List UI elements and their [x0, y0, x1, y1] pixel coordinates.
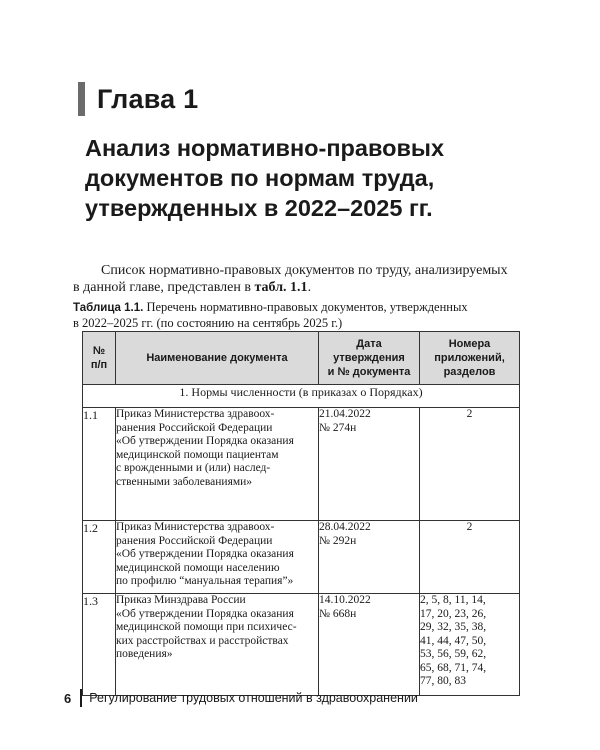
intro-line [73, 279, 533, 296]
intro-text: в данной главе, представлен в [73, 280, 255, 295]
header-name: Наименование документа [116, 332, 319, 385]
page-number: 6 [64, 690, 72, 706]
header-apps: Номера приложений, разделов [420, 332, 520, 385]
table-row [83, 521, 520, 594]
document-name: Приказ Минздрава России «Об утверждении Порядка оказания медицинской помощи при психичес- ких расстройствах и расстройствах поведения» [116, 594, 319, 696]
title-line: утвержденных в 2022–2025 гг. [85, 195, 433, 221]
chapter-label: Глава 1 [97, 83, 199, 114]
document-date: 14.10.2022 № 668н [319, 594, 420, 696]
table-header-row [83, 332, 520, 385]
header-date: Дата утверждения и № документа [319, 332, 420, 385]
caption-line: в 2022–2025 гг. (по состоянию на сентябрь 2025 г.) [73, 316, 343, 330]
document-appendices: 2 [420, 521, 520, 594]
row-number: 1.1 [83, 408, 116, 521]
table-caption [73, 300, 533, 331]
table-reference-link: табл. 1.1 [254, 280, 308, 295]
intro-paragraph [73, 262, 533, 296]
row-number: 1.3 [83, 594, 116, 696]
page-footer [64, 689, 418, 707]
documents-table [82, 331, 520, 696]
intro-text: . [307, 280, 312, 295]
document-appendices: 2 [420, 408, 520, 521]
footer-divider [80, 689, 82, 707]
document-date: 28.04.2022 № 292н [319, 521, 420, 594]
chapter-marker-bar [78, 82, 85, 116]
section-title: 1. Нормы численности (в приказах о Порядках) [83, 385, 520, 408]
document-name: Приказ Министерства здравоох- ранения Российской Федерации «Об утверждении Порядка оказания медицинской помощи населению по профилю “мануальная терапия”» [116, 521, 319, 594]
row-number: 1.2 [83, 521, 116, 594]
page-title [85, 133, 545, 223]
running-title: Регулирование трудовых отношений в здравоохранении [89, 691, 418, 705]
caption-text: Перечень нормативно-правовых документов, утвержденных [146, 300, 468, 314]
header-num: № п/п [83, 332, 116, 385]
document-date: 21.04.2022 № 274н [319, 408, 420, 521]
caption-line [73, 300, 533, 316]
table-row [83, 408, 520, 521]
document-appendices: 2, 5, 8, 11, 14, 17, 20, 23, 26, 29, 32, 35, 38, 41, 44, 47, 50, 53, 56, 59, 62, 65, 68, 71, 74, 77, 80, 83 [420, 594, 520, 696]
section-row [83, 385, 520, 408]
caption-label: Таблица 1.1. [73, 302, 144, 314]
intro-line: Список нормативно-правовых документов по труду, анализируемых [101, 263, 508, 278]
chapter-heading [78, 82, 198, 116]
title-line: документов по нормам труда, [85, 165, 435, 191]
table-row [83, 594, 520, 696]
title-line: Анализ нормативно-правовых [85, 135, 445, 161]
document-name: Приказ Министерства здравоох- ранения Российской Федерации «Об утверждении Порядка оказания медицинской помощи пациентам с врожденными и (или) наслед- ственными заболеваниями» [116, 408, 319, 521]
